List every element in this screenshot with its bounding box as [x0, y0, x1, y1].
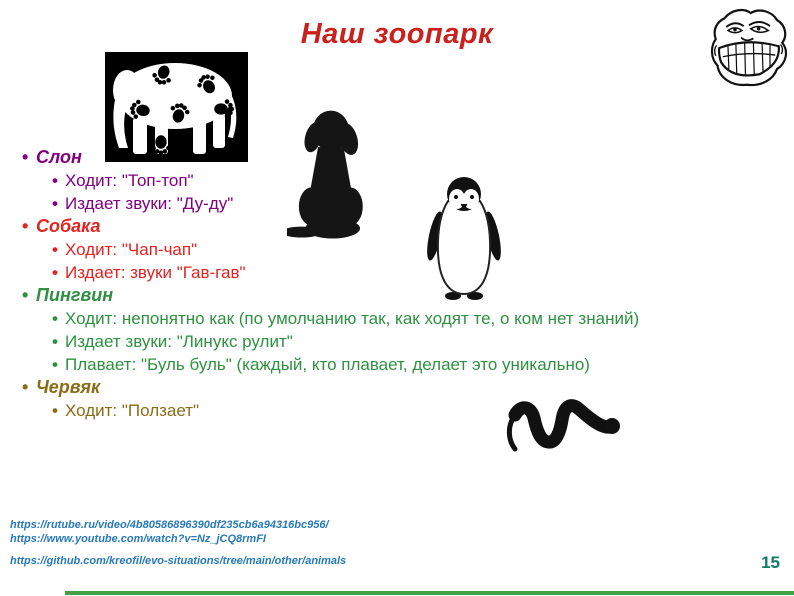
- reference-links: [10, 519, 346, 569]
- animal-line: Ходит: "Ползает": [65, 401, 200, 420]
- animal-name: Червяк: [36, 377, 101, 397]
- list-item-penguin: [14, 284, 780, 307]
- bullet-icon: •: [22, 147, 29, 167]
- animal-line: Издает: звуки "Гав-гав": [65, 263, 246, 282]
- list-subitem: [14, 238, 780, 261]
- bullet-icon: •: [52, 263, 58, 282]
- bullet-icon: •: [52, 309, 58, 328]
- animal-line: Издает звуки: "Ду-ду": [65, 194, 234, 213]
- bullet-icon: •: [52, 171, 58, 190]
- list-subitem: [14, 261, 780, 284]
- youtube-link[interactable]: https://www.youtube.com/watch?v=Nz_jCQ8rmFI: [10, 532, 266, 545]
- bullet-icon: •: [22, 377, 29, 397]
- animal-line: Ходит: "Чап-чап": [65, 240, 198, 259]
- page-number: 15: [761, 553, 780, 572]
- bullet-icon: •: [52, 401, 58, 420]
- list-subitem: [14, 399, 780, 422]
- animal-name: Собака: [36, 216, 101, 236]
- animal-name: Слон: [36, 147, 82, 167]
- github-link[interactable]: https://github.com/kreofil/evo-situations/tree/main/other/animals: [10, 555, 347, 567]
- animal-list: [14, 146, 780, 422]
- list-item-dog: [14, 215, 780, 238]
- bullet-icon: •: [22, 285, 29, 305]
- animal-line: Ходит: непонятно как (по умолчанию так, как ходят те, о ком нет знаний): [65, 309, 640, 328]
- animal-line: Плавает: "Буль буль" (каждый, кто плавает, делает это уникально): [65, 355, 590, 374]
- footer-bar: [65, 591, 794, 595]
- list-subitem: [14, 330, 780, 353]
- bullet-icon: •: [52, 240, 58, 259]
- page-title: Наш зоопарк: [300, 18, 494, 50]
- rutube-link[interactable]: https://rutube.ru/video/4b80586896390df235cb6a94316bc956/: [10, 519, 329, 531]
- list-item-worm: [14, 376, 780, 399]
- bullet-icon: •: [52, 194, 58, 213]
- bullet-icon: •: [22, 216, 29, 236]
- bullet-icon: •: [52, 355, 58, 374]
- list-subitem: [14, 192, 780, 215]
- animal-name: Пингвин: [36, 285, 114, 305]
- list-subitem: [14, 353, 780, 376]
- animal-line: Издает звуки: "Линукс рулит": [65, 332, 293, 351]
- animal-line: Ходит: "Топ-топ": [65, 171, 194, 190]
- list-subitem: [14, 307, 780, 330]
- bullet-icon: •: [52, 332, 58, 351]
- list-item-elephant: [14, 146, 780, 169]
- trollface-icon: [705, 6, 793, 90]
- list-subitem: [14, 169, 780, 192]
